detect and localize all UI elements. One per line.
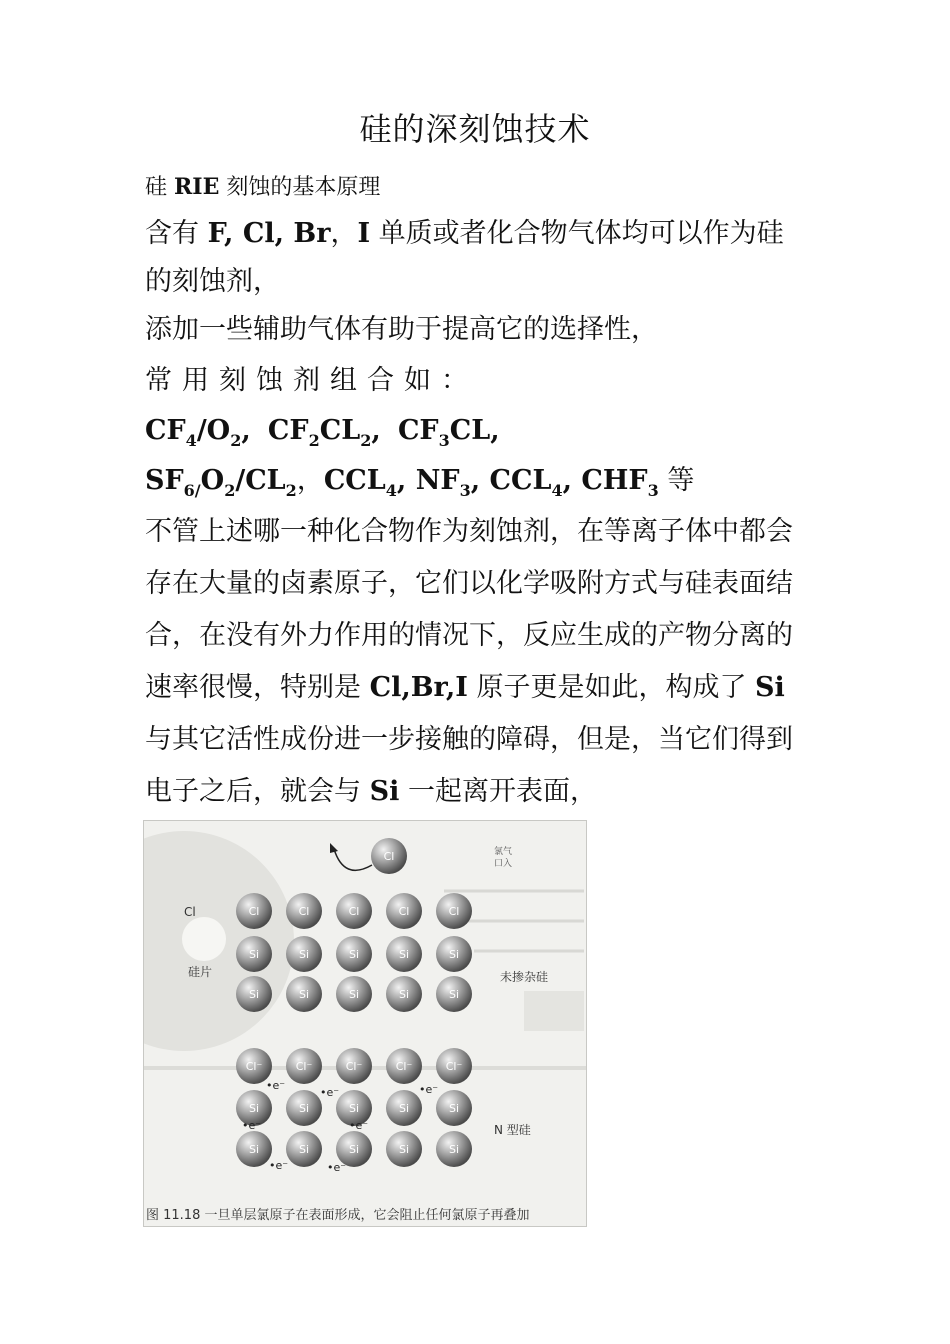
si-atom-label: Si — [298, 1102, 310, 1115]
cl-ion-atom-label: Cl⁻ — [445, 1060, 463, 1073]
label-inlet2: 口入 — [494, 859, 513, 869]
electron-label: •e⁻ — [266, 1079, 286, 1092]
halogens: F, Cl, Br — [207, 218, 331, 249]
si-term: Si — [369, 776, 400, 807]
formula-list: $CCL_4$, $NF_3$, $CCL_4$, $CHF_3$ — [323, 465, 659, 500]
text: 含有 — [145, 218, 208, 249]
label-undoped: 未掺杂硅 — [500, 970, 549, 984]
electron-label: •e⁻ — [419, 1083, 439, 1096]
paragraph-auxiliary-gas: 添加一些辅助气体有助于提高它的选择性， — [145, 314, 658, 345]
paragraph-etchants — [145, 210, 810, 306]
text: 单质或者化合物气体均可以作为硅的刻蚀剂， — [145, 218, 784, 297]
subtitle-post: 刻蚀的基本原理 — [219, 175, 381, 200]
subtitle-rie: RIE — [174, 174, 220, 200]
page-title: 硅的深刻蚀技术 — [359, 110, 591, 148]
electron-label: •e⁻ — [320, 1086, 340, 1099]
cl-atom-label: Cl — [248, 905, 260, 918]
label-cl-side: Cl — [184, 905, 196, 919]
section-heading — [145, 170, 380, 201]
cl-free-atom-label: Cl — [383, 850, 395, 863]
electron-label: •e⁻ — [349, 1119, 369, 1132]
cl-atom-label: Cl — [298, 905, 310, 918]
cl-ion-atom-label: Cl⁻ — [395, 1060, 413, 1073]
si-atom-label: Si — [348, 1102, 360, 1115]
si-atom-label: Si — [298, 988, 310, 1001]
formula-sf6-o2-cl2: $SF_{6/}O_2/CL_2$ — [145, 465, 297, 500]
si-term: Si — [755, 672, 785, 703]
si-atom-label: Si — [248, 948, 260, 961]
atom-diagram — [144, 821, 586, 1226]
label-inlet: 氯气 — [494, 847, 513, 857]
formula-cf2cl2: $CF_2CL_2$, — [267, 415, 381, 450]
si-atom-label: Si — [398, 948, 410, 961]
paragraph-combinations — [145, 356, 810, 506]
formula-cf4-o2: $CF_4/O_2$, — [145, 415, 251, 450]
label-ntype: N 型硅 — [494, 1123, 531, 1137]
electron-label: •e⁻ — [269, 1159, 289, 1172]
formula-cf3cl: $CF_3CL$, — [397, 415, 500, 450]
si-atom-label: Si — [448, 1143, 460, 1156]
wafer-hole — [182, 917, 226, 961]
cl-br-i: Cl,Br,I — [369, 672, 468, 703]
separator: ， — [296, 465, 324, 496]
si-atom-label: Si — [298, 1143, 310, 1156]
combo-lead: 常用刻蚀剂组合如： — [145, 365, 478, 396]
cl-ion-atom-label: Cl⁻ — [245, 1060, 263, 1073]
si-atom-label: Si — [398, 1143, 410, 1156]
text: ， — [330, 218, 358, 249]
cl-ion-atom-label: Cl⁻ — [345, 1060, 363, 1073]
label-wafer: 硅片 — [188, 965, 213, 979]
si-atom-label: Si — [248, 1143, 260, 1156]
etching-figure — [143, 820, 587, 1227]
si-atom-label: Si — [448, 988, 460, 1001]
si-atom-label: Si — [348, 1143, 360, 1156]
si-atom-label: Si — [448, 1102, 460, 1115]
combo-tail: 等 — [658, 465, 695, 496]
figure-caption: 图 11.18 一旦单层氯原子在表面形成，它会阻止任何氯原子再叠加 — [146, 1208, 530, 1223]
paragraph-mechanism: 不管上述哪一种化合物作为刻蚀剂，在等离子体中都会存在大量的卤素原子，它们以化学吸附方式与硅表面结合，在没有外力作用的情况下，反应生成的产物分离的速率很慢，特别是 Cl,Br,I 原子更是如此，构成了 Si 与其它活性成份进一步接触的障碍，但是，当它们得到电子之后，就会与 Si 一起离开表面， — [145, 516, 793, 807]
cl-ion-atom-label: Cl⁻ — [295, 1060, 313, 1073]
electron-label: •e⁻ — [327, 1161, 347, 1174]
si-atom-label: Si — [298, 948, 310, 961]
si-atom-label: Si — [398, 988, 410, 1001]
si-atom-label: Si — [248, 1102, 260, 1115]
cl-atom-label: Cl — [398, 905, 410, 918]
iodine: I — [357, 218, 371, 249]
cl-atom-label: Cl — [448, 905, 460, 918]
si-atom-label: Si — [348, 948, 360, 961]
subtitle-pre: 硅 — [145, 175, 174, 200]
si-atom-label: Si — [348, 988, 360, 1001]
cl-atom-label: Cl — [348, 905, 360, 918]
si-atom-label: Si — [448, 948, 460, 961]
si-atom-label: Si — [398, 1102, 410, 1115]
si-atom-label: Si — [248, 988, 260, 1001]
electron-label: •e⁻ — [242, 1119, 262, 1132]
